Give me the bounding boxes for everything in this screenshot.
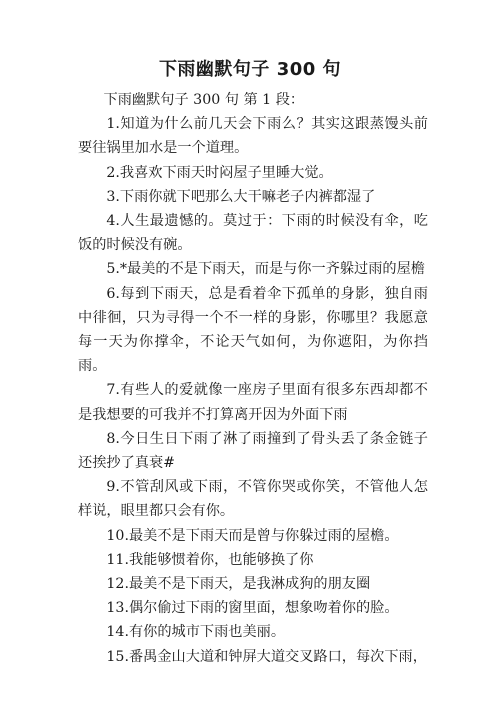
- list-item: 13.偶尔偷过下雨的窗里面，想象吻着你的脸。: [106, 600, 399, 617]
- list-item: 10.最美不是下雨天而是曾与你躲过雨的屋檐。: [106, 527, 399, 544]
- document-body: [78, 88, 428, 669]
- list-item: 6.每到下雨天，总是看着伞下孤单的身影，独自雨中徘徊，只为寻得一个不一样的身影，你哪里？我愿意每一天为你撑伞，不论天气如何，为你遮阳，为你挡雨。: [78, 285, 428, 375]
- section-subheading: 下雨幽默句子 300 句 第 1 段：: [103, 92, 305, 108]
- list-item: 8.今日生日下雨了淋了雨撞到了骨头丢了条金链子还挨抄了真衰#: [78, 430, 428, 472]
- list-item: 7.有些人的爱就像一座房子里面有很多东西却都不是我想要的可我并不打算离开因为外面下雨: [78, 382, 428, 423]
- list-item: 4.人生最遗憾的。莫过于：下雨的时候没有伞，吃饭的时候没有碗。: [78, 213, 428, 254]
- list-item: 9.不管刮风或下雨，不管你哭或你笑，不管他人怎样说，眼里都只会有你。: [78, 479, 428, 520]
- list-item: 11.我能够惯着你，也能够换了你: [106, 551, 314, 568]
- list-item: 1.知道为什么前几天会下雨么？其实这跟蒸馒头前要往锅里加水是一个道理。: [78, 116, 428, 157]
- list-item: 14.有你的城市下雨也美丽。: [106, 624, 286, 641]
- page-title: 下雨幽默句子 300 句: [158, 59, 342, 80]
- list-item: 2.我喜欢下雨天时闷屋子里睡大觉。: [106, 164, 333, 181]
- list-item: 5.*最美的不是下雨天，而是与你一齐躲过雨的屋檐: [106, 261, 425, 278]
- list-item: 3.下雨你就下吧那么大干嘛老子内裤都湿了: [106, 188, 376, 205]
- list-item: 15.番禺金山大道和钟屏大道交叉路口，每次下雨，: [106, 648, 427, 665]
- list-item: 12.最美不是下雨天，是我淋成狗的朋友圈: [106, 576, 371, 593]
